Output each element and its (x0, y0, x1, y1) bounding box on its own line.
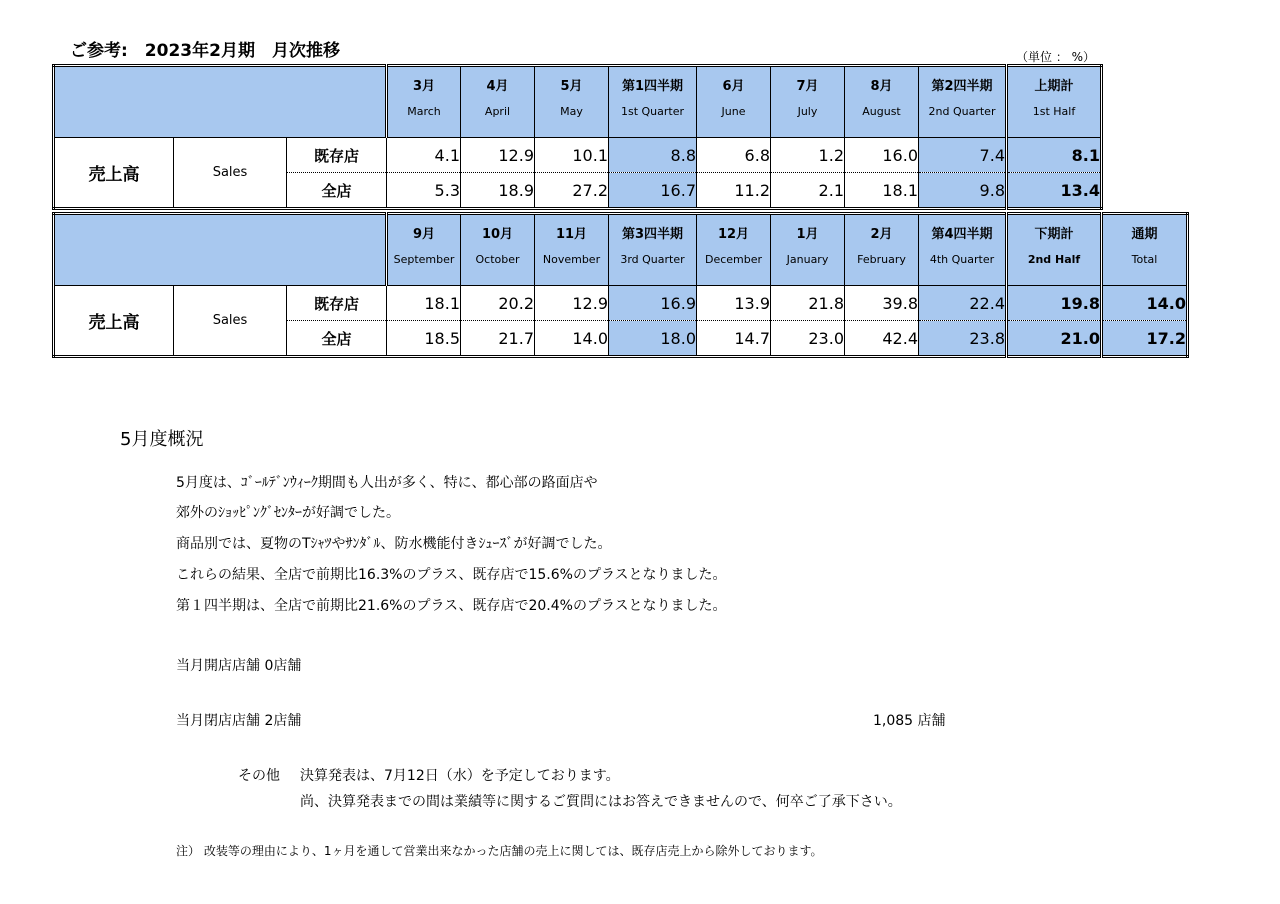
header-blank (54, 66, 387, 138)
value-cell: 39.8 (845, 286, 919, 321)
overview-line: 第１四半期は、全店で前期比21.6%のプラス、既存店で20.4%のプラスとなりました。 (176, 598, 727, 614)
col-header-total: 通期 Total (1102, 214, 1188, 286)
value-cell: 2.1 (771, 173, 845, 209)
col-header-quarter: 第4四半期 4th Quarter (919, 214, 1007, 286)
overview-line: 5月度は、ｺﾞｰﾙﾃﾞﾝｳｨｰｸ期間も人出が多く、特に、都心部の路面店や (176, 475, 598, 491)
header-blank (54, 214, 387, 286)
value-cell: 20.2 (461, 286, 535, 321)
col-header: 8月 August (845, 66, 919, 138)
value-cell: 10.1 (535, 138, 609, 173)
stores-closed: 当月閉店店舗 2店舗 (176, 713, 302, 729)
col-header: 3月 March (387, 66, 461, 138)
value-cell-quarter: 18.0 (609, 321, 697, 357)
col-header-quarter: 第2四半期 2nd Quarter (919, 66, 1007, 138)
store-count: 1,085 店舗 (873, 713, 946, 729)
col-header: 6月 June (697, 66, 771, 138)
col-header: 7月 July (771, 66, 845, 138)
col-header: 9月 September (387, 214, 461, 286)
stores-opened: 当月開店店舗 0店舗 (176, 658, 302, 674)
value-cell-half: 21.0 (1007, 321, 1102, 357)
col-header-quarter: 第1四半期 1st Quarter (609, 66, 697, 138)
col-header: 4月 April (461, 66, 535, 138)
value-cell-quarter: 22.4 (919, 286, 1007, 321)
row-category-existing: 既存店 (287, 138, 387, 173)
row-label-jp: 売上高 (54, 286, 174, 357)
value-cell-quarter: 16.9 (609, 286, 697, 321)
overview-line: 郊外のｼｮｯﾋﾟﾝｸﾞｾﾝﾀｰが好調でした。 (176, 505, 400, 521)
table-row (54, 286, 1188, 321)
row-label-en: Sales (174, 138, 287, 209)
col-header-half: 上期計 1st Half (1007, 66, 1102, 138)
footnote: 注） 改装等の理由により、1ヶ月を通して営業出来なかった店舗の売上に関しては、既存店売上から除外しております。 (176, 844, 823, 858)
col-header: 1月 January (771, 214, 845, 286)
overview-heading: 5月度概況 (120, 429, 204, 450)
row-label-jp: 売上高 (54, 138, 174, 209)
col-header: 12月 December (697, 214, 771, 286)
other-label: その他 (238, 768, 280, 784)
row-label-en: Sales (174, 286, 287, 357)
value-cell-half: 8.1 (1007, 138, 1102, 173)
row-category-all: 全店 (287, 173, 387, 209)
col-header: 5月 May (535, 66, 609, 138)
value-cell: 21.7 (461, 321, 535, 357)
value-cell-quarter: 23.8 (919, 321, 1007, 357)
value-cell: 5.3 (387, 173, 461, 209)
unit-label: （単位 ： %） (1016, 50, 1096, 64)
other-line: 決算発表は、7月12日（水）を予定しております。 (300, 768, 620, 784)
col-header-half: 下期計 2nd Half (1007, 214, 1102, 286)
value-cell: 23.0 (771, 321, 845, 357)
value-cell: 14.7 (697, 321, 771, 357)
monthly-table-second-half (52, 212, 1189, 358)
row-category-existing: 既存店 (287, 286, 387, 321)
page-title: ご参考: 2023年2月期 月次推移 (70, 41, 340, 61)
value-cell-quarter: 8.8 (609, 138, 697, 173)
overview-line: これらの結果、全店で前期比16.3%のプラス、既存店で15.6%のプラスとなりました。 (176, 567, 727, 583)
value-cell: 18.9 (461, 173, 535, 209)
value-cell-half: 19.8 (1007, 286, 1102, 321)
value-cell: 13.9 (697, 286, 771, 321)
other-line: 尚、決算発表までの間は業績等に関するご質問にはお答えできませんので、何卒ご了承下さい。 (300, 794, 902, 810)
value-cell: 11.2 (697, 173, 771, 209)
col-header: 11月 November (535, 214, 609, 286)
value-cell: 18.1 (387, 286, 461, 321)
value-cell: 4.1 (387, 138, 461, 173)
value-cell-total: 17.2 (1102, 321, 1188, 357)
value-cell-quarter: 9.8 (919, 173, 1007, 209)
col-header: 10月 October (461, 214, 535, 286)
col-header: 2月 February (845, 214, 919, 286)
value-cell: 42.4 (845, 321, 919, 357)
value-cell: 14.0 (535, 321, 609, 357)
value-cell: 18.1 (845, 173, 919, 209)
value-cell-total: 14.0 (1102, 286, 1188, 321)
row-category-all: 全店 (287, 321, 387, 357)
value-cell-quarter: 16.7 (609, 173, 697, 209)
value-cell: 12.9 (461, 138, 535, 173)
value-cell: 18.5 (387, 321, 461, 357)
value-cell: 1.2 (771, 138, 845, 173)
value-cell: 16.0 (845, 138, 919, 173)
value-cell-half: 13.4 (1007, 173, 1102, 209)
col-header-quarter: 第3四半期 3rd Quarter (609, 214, 697, 286)
table-row (54, 138, 1102, 173)
value-cell: 21.8 (771, 286, 845, 321)
value-cell: 12.9 (535, 286, 609, 321)
value-cell: 27.2 (535, 173, 609, 209)
overview-line: 商品別では、夏物のTｼｬﾂやｻﾝﾀﾞﾙ、防水機能付きｼｭｰｽﾞが好調でした。 (176, 536, 612, 552)
value-cell-quarter: 7.4 (919, 138, 1007, 173)
value-cell: 6.8 (697, 138, 771, 173)
monthly-table-first-half (52, 64, 1103, 210)
